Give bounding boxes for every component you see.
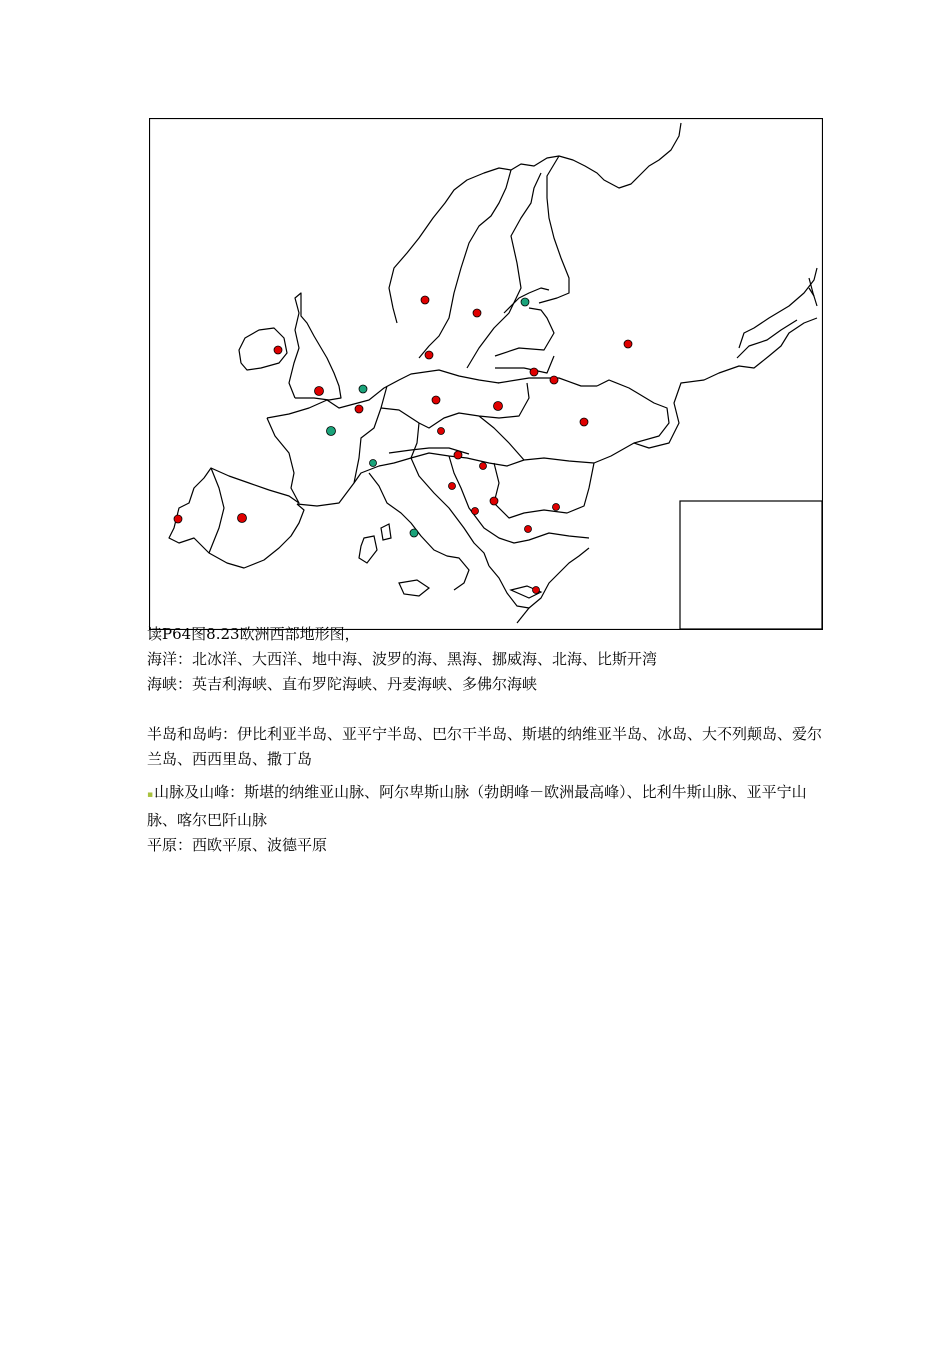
oceans-line: 海洋：北冰洋、大西洋、地中海、波罗的海、黑海、挪威海、北海、比斯开湾	[147, 650, 658, 668]
europe-outline-map	[149, 118, 823, 630]
peninsulas-line: 半岛和岛屿：伊比利亚半岛、亚平宁半岛、巴尔干半岛、斯堪的纳维亚半岛、冰岛、大不列颠岛、爱尔兰岛、西西里岛、撒丁岛	[147, 725, 823, 768]
inset-box	[680, 501, 822, 629]
mountains-text: 山脉及山峰：斯堪的纳维亚山脉、阿尔卑斯山脉（勃朗峰－欧洲最高峰）、比利牛斯山脉、亚平宁山脉、喀尔巴阡山脉	[147, 783, 807, 829]
plains-line: 平原：西欧平原、波德平原	[147, 836, 328, 854]
map-caption: 读P64图8.23欧洲西部地形图，	[147, 625, 360, 643]
straits-line: 海峡：英吉利海峡、直布罗陀海峡、丹麦海峡、多佛尔海峡	[147, 675, 538, 693]
bullet-icon: ▪	[147, 790, 154, 800]
study-notes	[147, 622, 827, 858]
mountains-line	[147, 780, 827, 833]
